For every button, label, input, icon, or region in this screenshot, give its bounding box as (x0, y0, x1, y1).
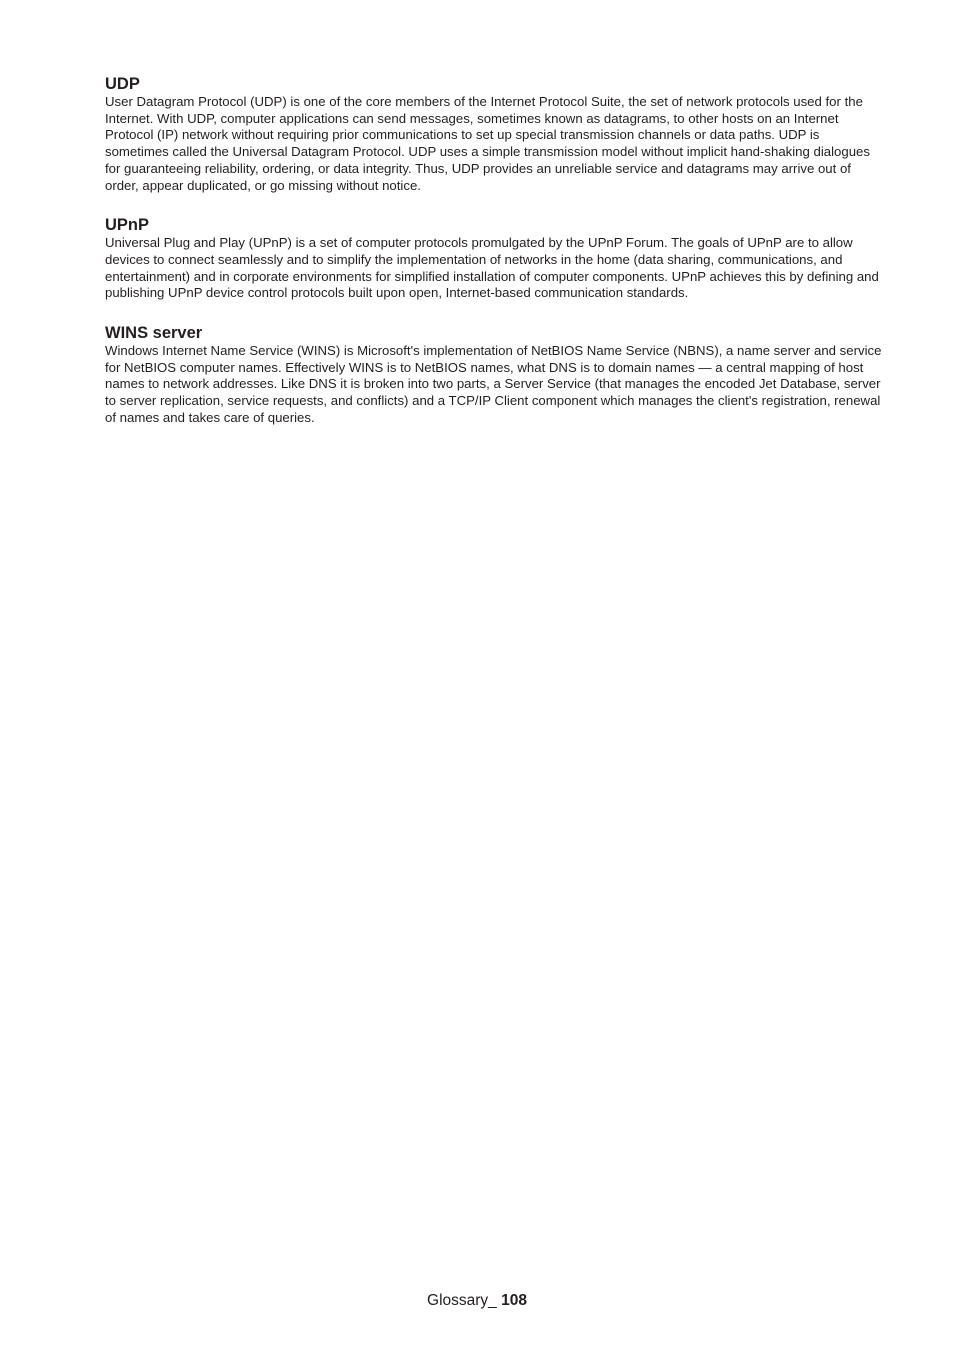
page-number: 108 (501, 1292, 527, 1309)
glossary-entry-wins-server (105, 323, 883, 427)
entry-term: UDP (105, 75, 140, 93)
entry-definition: User Datagram Protocol (UDP) is one of the core members of the Internet Protocol Suite, the set of network protocols used for the Internet. With UDP, computer applications can send messages, sometimes known as datagrams, to other hosts on an Internet Protocol (IP) network without requiring prior communications to set up special transmission channels or data paths. UDP is sometimes called the Universal Datagram Protocol. UDP uses a simple transmission model without implicit hand-shaking dialogues for guaranteeing reliability, ordering, or data integrity. Thus, UDP provides an unreliable service and datagrams may arrive out of order, appear duplicated, or go missing without notice. (105, 94, 870, 193)
footer-section-label: Glossary_ (427, 1292, 497, 1309)
entry-definition: Universal Plug and Play (UPnP) is a set of computer protocols promulgated by the UPnP Forum. The goals of UPnP are to allow devices to connect seamlessly and to simplify the implementation of networks in the home (data sharing, communications, and entertainment) and in corporate environments for simplified installation of computer components. UPnP achieves this by defining and publishing UPnP device control protocols built upon open, Internet-based communication standards. (105, 235, 879, 301)
entry-term: WINS server (105, 324, 203, 343)
glossary-entry-upnp (105, 215, 883, 302)
glossary-entry-udp (105, 74, 883, 194)
page-footer (0, 1291, 954, 1311)
entry-term: UPnP (105, 216, 150, 235)
entry-definition: Windows Internet Name Service (WINS) is Microsoft's implementation of NetBIOS Name Service (NBNS), a name server and service for NetBIOS computer names. Effectively WINS is to NetBIOS names, what DNS is to domain names — a central mapping of host names to network addresses. Like DNS it is broken into two parts, a Server Service (that manages the encoded Jet Database, server to server replication, service requests, and conflicts) and a TCP/IP Client component which manages the client's registration, renewal of names and takes care of queries. (105, 343, 882, 425)
glossary-content (105, 74, 883, 448)
